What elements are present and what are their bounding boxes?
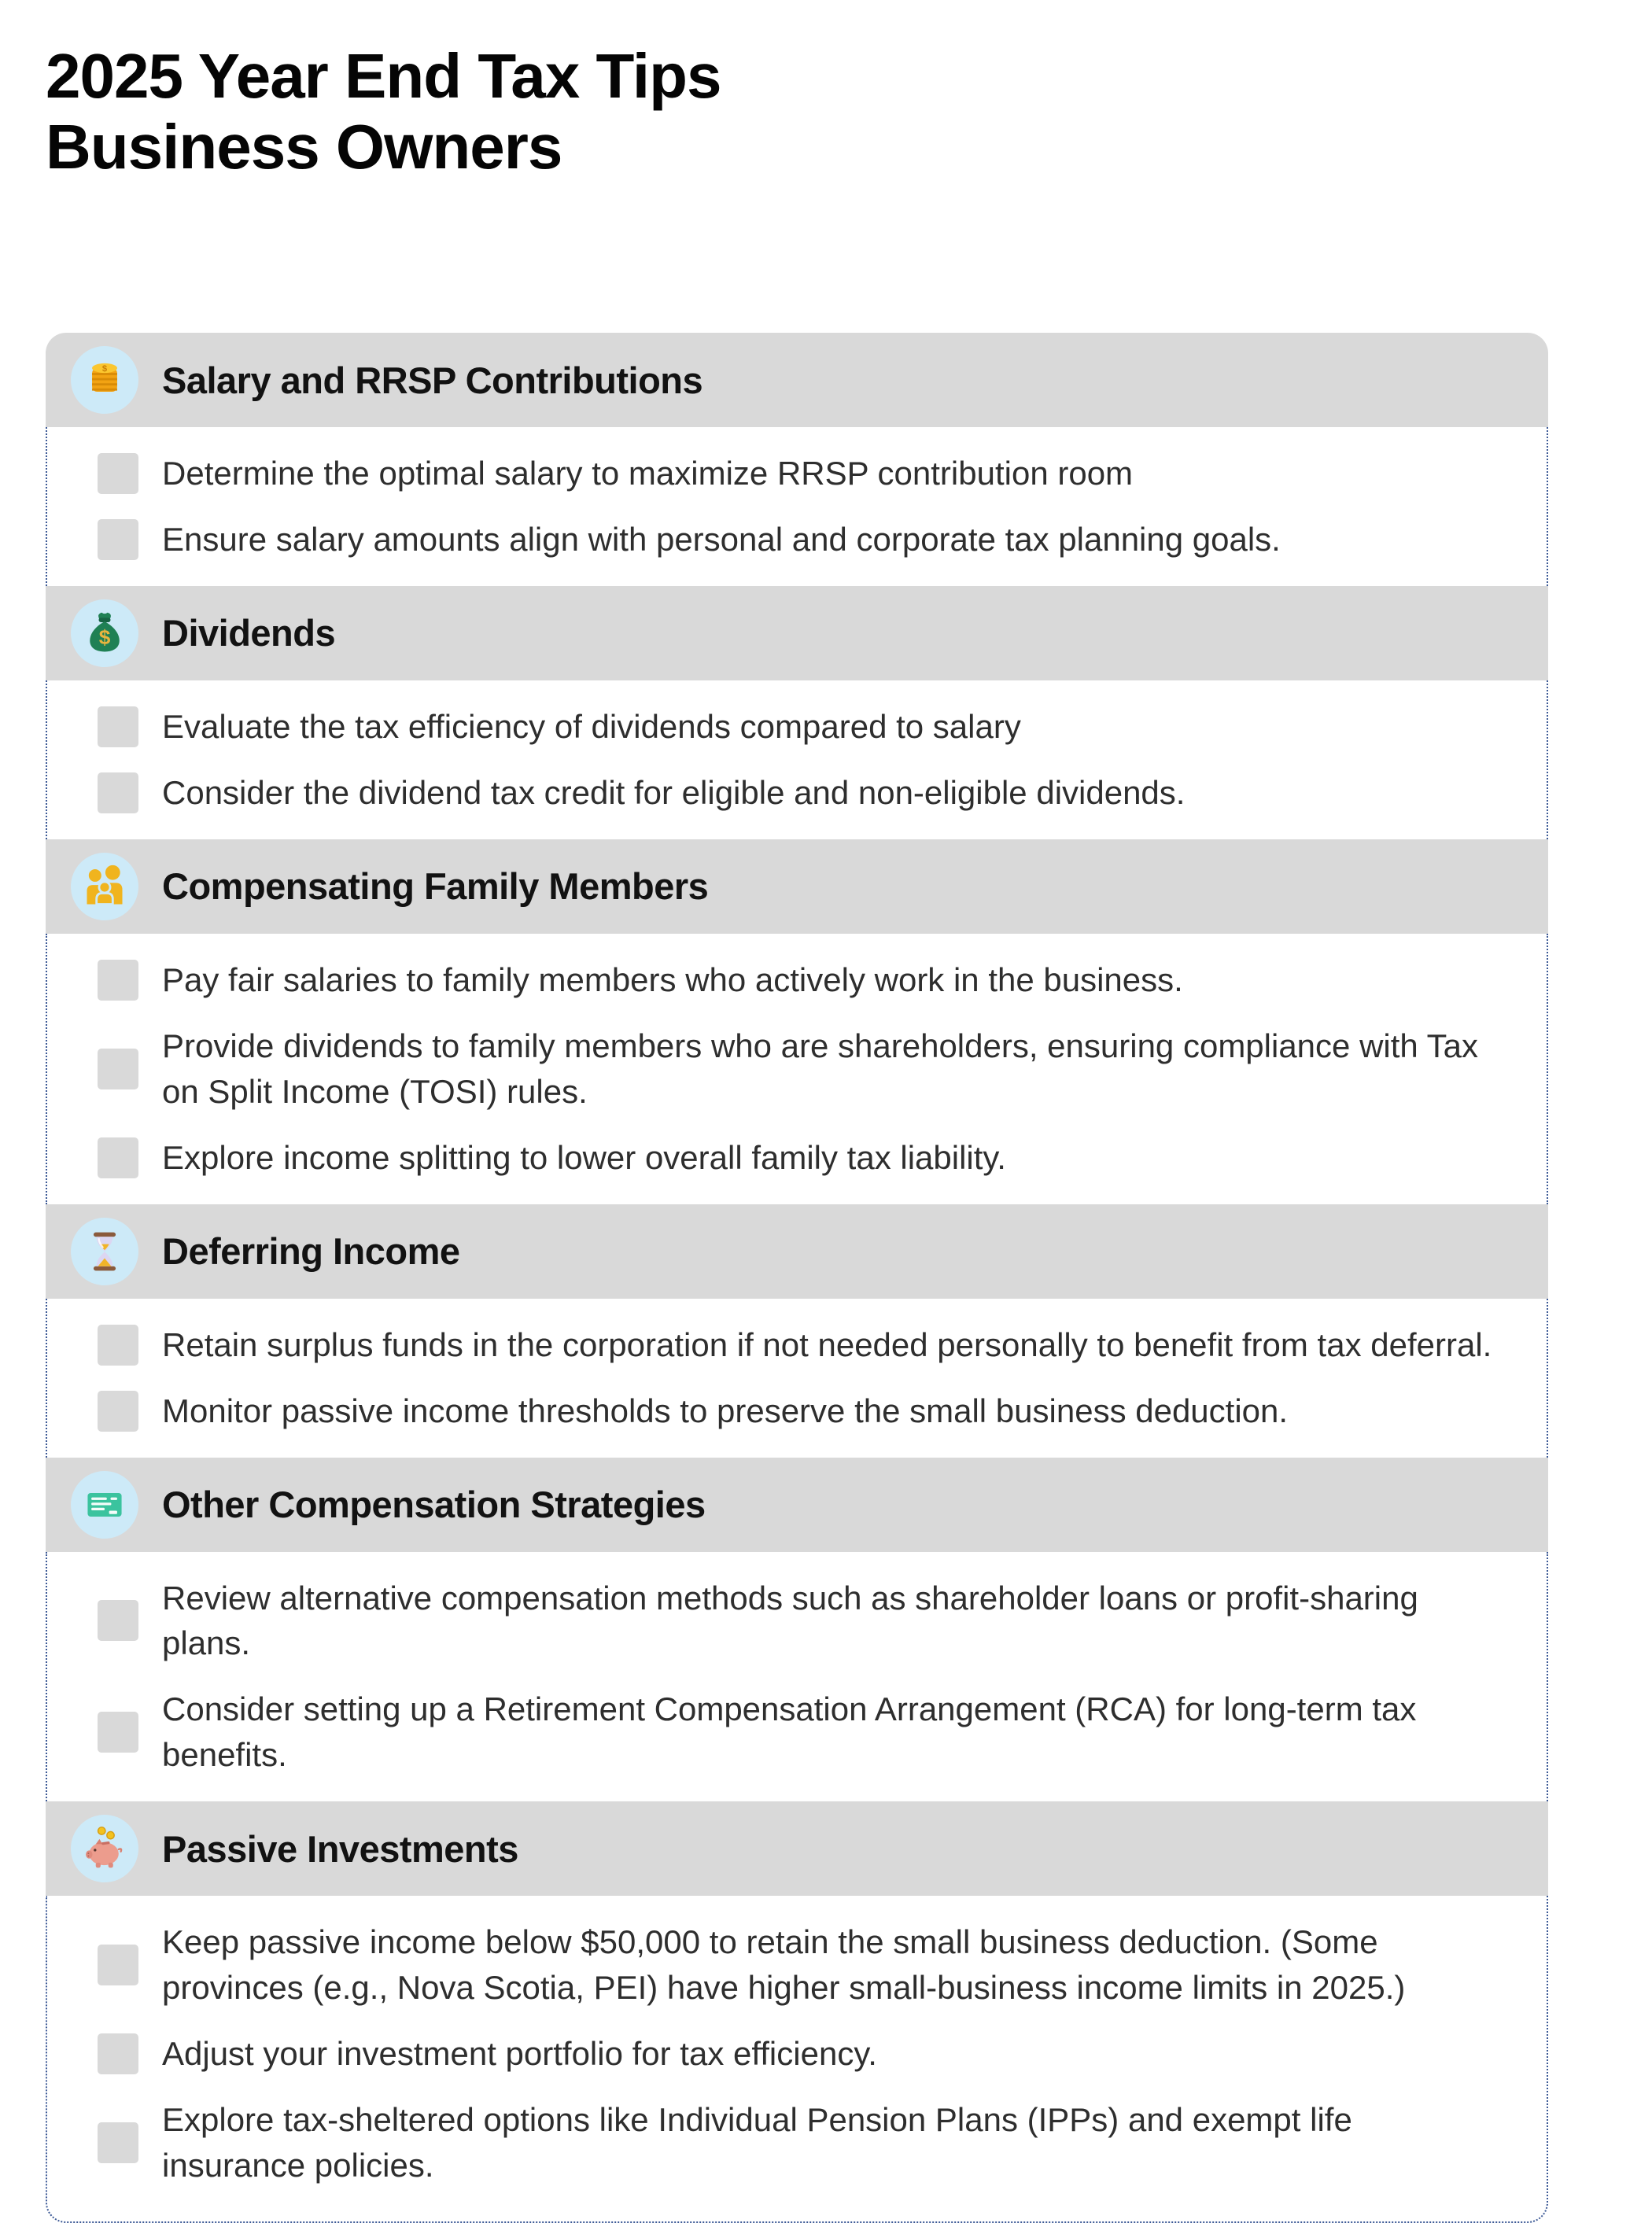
item-text: Explore income splitting to lower overall family tax liability. bbox=[162, 1138, 1006, 1176]
checklist-item bbox=[98, 1322, 1515, 1368]
checkbox[interactable] bbox=[98, 1325, 138, 1366]
family-icon bbox=[71, 853, 138, 920]
section-header bbox=[46, 586, 1548, 680]
section-items bbox=[46, 934, 1548, 1204]
item-text: Ensure salary amounts align with personal and corporate tax planning goals. bbox=[162, 520, 1281, 558]
item-text: Retain surplus funds in the corporation if not needed personally to benefit from tax deferral. bbox=[162, 1325, 1492, 1363]
hourglass-icon bbox=[71, 1218, 138, 1285]
section-header bbox=[46, 1458, 1548, 1552]
section-title: Dividends bbox=[162, 612, 336, 654]
checkbox[interactable] bbox=[98, 2033, 138, 2074]
checklist-item bbox=[98, 517, 1515, 562]
section-title: Other Compensation Strategies bbox=[162, 1484, 706, 1526]
checklist-item bbox=[98, 1919, 1515, 2011]
section-family-members bbox=[46, 839, 1548, 1204]
checkbox[interactable] bbox=[98, 706, 138, 747]
section-header bbox=[46, 1801, 1548, 1896]
item-text: Monitor passive income thresholds to preserve the small business deduction. bbox=[162, 1392, 1289, 1429]
section-deferring-income bbox=[46, 1204, 1548, 1458]
svg-text:$: $ bbox=[101, 363, 108, 374]
item-text: Explore tax-sheltered options like Individual Pension Plans (IPPs) and exempt life insurance policies. bbox=[162, 2101, 1352, 2184]
money-bag-icon bbox=[71, 599, 138, 667]
section-title: Compensating Family Members bbox=[162, 865, 709, 908]
section-title: Salary and RRSP Contributions bbox=[162, 359, 703, 401]
page-title-line1: 2025 Year End Tax Tips bbox=[46, 41, 721, 111]
checkbox[interactable] bbox=[98, 1391, 138, 1432]
section-other-compensation bbox=[46, 1458, 1548, 1802]
section-header bbox=[46, 333, 1548, 427]
section-header bbox=[46, 839, 1548, 934]
checkbox[interactable] bbox=[98, 2122, 138, 2163]
checkbox[interactable] bbox=[98, 453, 138, 494]
page-title bbox=[46, 41, 721, 183]
checklist-item bbox=[98, 704, 1515, 750]
section-header bbox=[46, 1204, 1548, 1299]
checklist-item bbox=[98, 1135, 1515, 1181]
section-title: Passive Investments bbox=[162, 1827, 518, 1870]
checklist-item bbox=[98, 957, 1515, 1003]
checklist-item bbox=[98, 2097, 1515, 2188]
checkbox[interactable] bbox=[98, 1049, 138, 1089]
checklist-item bbox=[98, 770, 1515, 816]
item-text: Evaluate the tax efficiency of dividends compared to salary bbox=[162, 707, 1021, 745]
item-text: Pay fair salaries to family members who actively work in the business. bbox=[162, 960, 1183, 998]
section-salary-rrsp bbox=[46, 333, 1548, 586]
section-items bbox=[46, 1299, 1548, 1458]
item-text: Review alternative compensation methods such as shareholder loans or profit-sharing plans. bbox=[162, 1579, 1418, 1662]
checklist-item bbox=[98, 451, 1515, 496]
item-text: Determine the optimal salary to maximize RRSP contribution room bbox=[162, 455, 1134, 492]
checklist-item bbox=[98, 1687, 1515, 1778]
checkbox[interactable] bbox=[98, 1945, 138, 1985]
svg-text:$: $ bbox=[98, 625, 111, 649]
page-title-line2: Business Owners bbox=[46, 112, 562, 182]
item-text: Adjust your investment portfolio for tax efficiency. bbox=[162, 2035, 877, 2073]
item-text: Consider setting up a Retirement Compensation Arrangement (RCA) for long-term tax benefits. bbox=[162, 1690, 1417, 1774]
section-title: Deferring Income bbox=[162, 1230, 460, 1273]
section-items bbox=[46, 1896, 1548, 2223]
piggy-bank-icon bbox=[71, 1815, 138, 1882]
item-text: Consider the dividend tax credit for eligible and non-eligible dividends. bbox=[162, 773, 1186, 811]
checkbox[interactable] bbox=[98, 519, 138, 560]
section-items bbox=[46, 427, 1548, 586]
section-dividends bbox=[46, 586, 1548, 839]
checklist-item bbox=[98, 1023, 1515, 1115]
checkbox[interactable] bbox=[98, 960, 138, 1001]
section-passive-investments bbox=[46, 1801, 1548, 2223]
checklist-item bbox=[98, 1388, 1515, 1434]
checkbox[interactable] bbox=[98, 1600, 138, 1641]
cheque-icon bbox=[71, 1471, 138, 1539]
checklist-item bbox=[98, 2031, 1515, 2077]
checklist-item bbox=[98, 1576, 1515, 1667]
checkbox[interactable] bbox=[98, 1137, 138, 1178]
tax-tips-checklist bbox=[46, 333, 1548, 2223]
coins-icon bbox=[71, 346, 138, 414]
item-text: Keep passive income below $50,000 to retain the small business deduction. (Some provinces (e.g., Nova Scotia, PEI) have higher small-business income limits in 2025.) bbox=[162, 1923, 1406, 2007]
checkbox[interactable] bbox=[98, 772, 138, 813]
checkbox[interactable] bbox=[98, 1712, 138, 1753]
section-items bbox=[46, 1552, 1548, 1802]
item-text: Provide dividends to family members who are shareholders, ensuring compliance with Tax on Split Income (TOSI) rules. bbox=[162, 1027, 1479, 1110]
section-items bbox=[46, 680, 1548, 839]
